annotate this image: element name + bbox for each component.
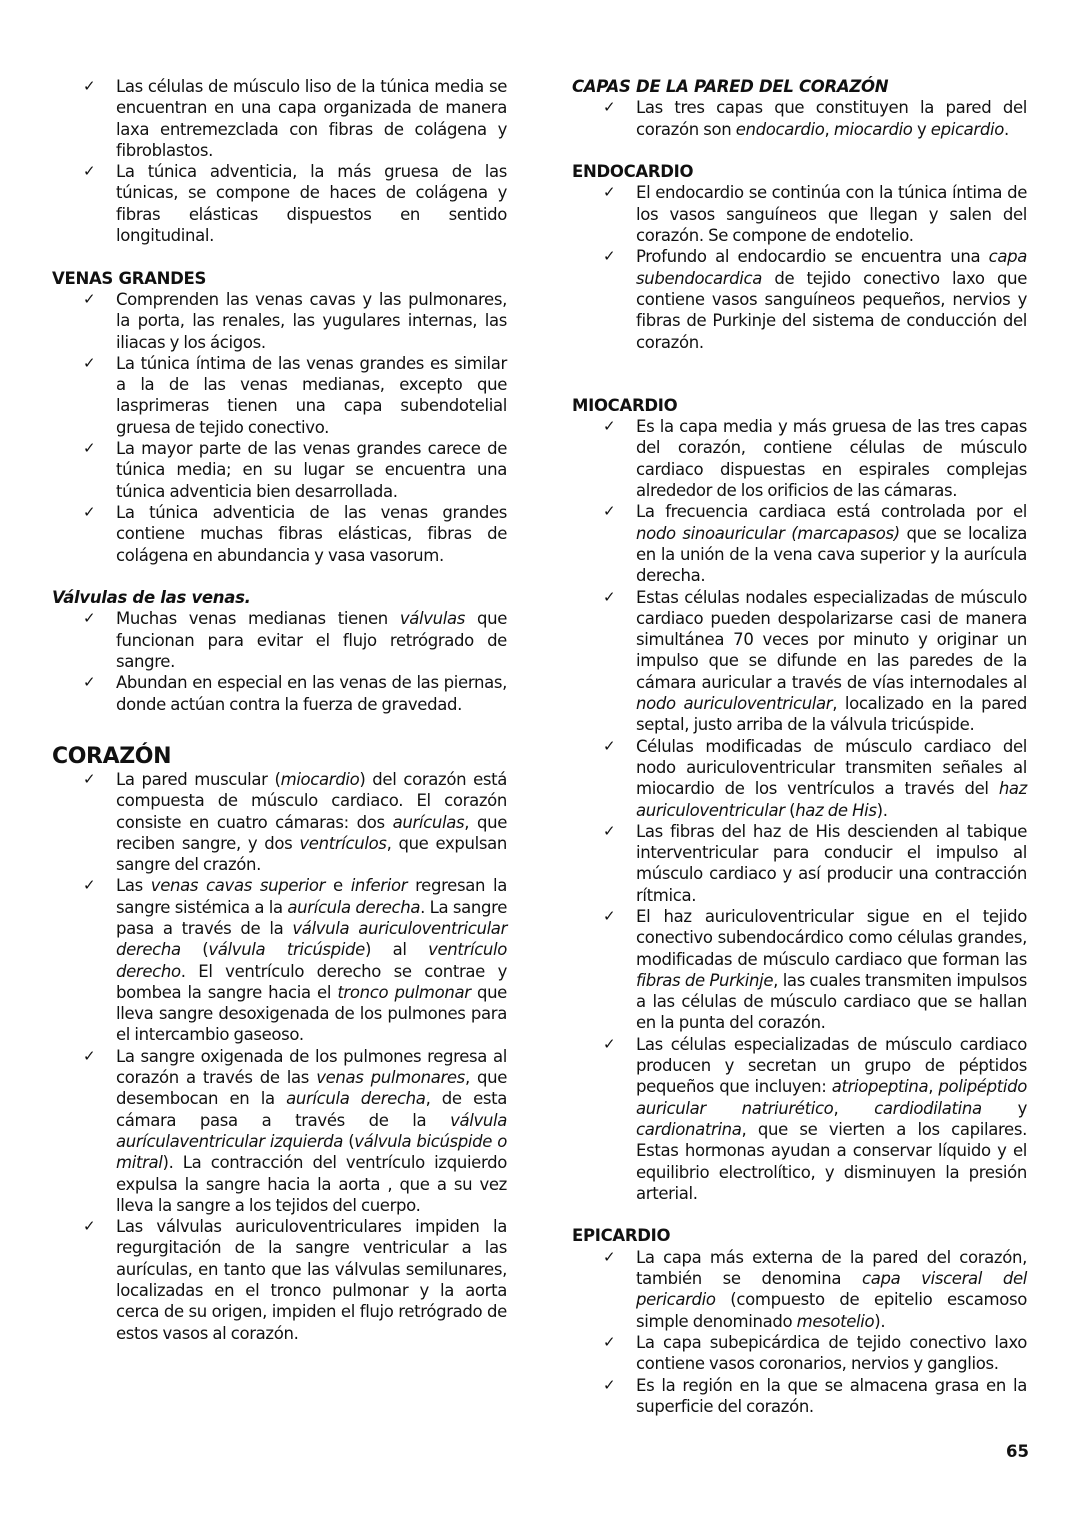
intro-list — [52, 76, 507, 246]
check-mark-icon: ✓ — [603, 821, 616, 840]
left-column — [52, 76, 507, 1344]
section-heading-miocardio: MIOCARDIO — [572, 395, 678, 415]
check-mark-icon: ✓ — [603, 1034, 616, 1053]
check-mark-icon: ✓ — [603, 906, 616, 925]
corazon-list — [52, 769, 507, 1344]
list-item: ✓ Es la capa media y más gruesa de las tres capas del corazón, contiene células de músculo cardiaco dispuestas en espirales complejas alrededor de los orificios de las cámaras. — [603, 417, 1027, 501]
list-item: ✓ La frecuencia cardiaca está controlada por el nodo sinoauricular (marcapasos) que se localiza en la unión de la vena cava superior y la aurícula derecha. — [603, 502, 1027, 586]
check-mark-icon: ✓ — [603, 736, 616, 755]
check-mark-icon: ✓ — [603, 98, 616, 117]
list-item: ✓ Profundo al endocardio se encuentra una capa subendocardica de tejido conectivo laxo que contiene vasos sanguíneos pequeños, nervios y fibras de Purkinje del sistema de conducción del corazón. — [603, 247, 1027, 352]
check-mark-icon: ✓ — [603, 587, 616, 606]
capas-list — [572, 97, 1027, 140]
list-item: ✓ Las fibras del haz de His descienden al tabique interventricular para conducir el impulso al músculo cardiaco y así producir una contracción rítmica. — [603, 821, 1027, 905]
list-item: ✓ Comprenden las venas cavas y las pulmonares, la porta, las renales, las yugulares internas, las iliacas y los ácigos. — [83, 289, 507, 352]
list-item: ✓ Es la región en la que se almacena grasa en la superficie del corazón. — [603, 1375, 1027, 1416]
check-mark-icon: ✓ — [83, 1046, 96, 1065]
check-mark-icon: ✓ — [83, 353, 96, 372]
section-heading-valvulas: Válvulas de las venas. — [52, 588, 251, 608]
check-mark-icon: ✓ — [603, 183, 616, 202]
list-item: ✓ Estas células nodales especializadas de músculo cardiaco pueden despolarizarse casi de manera simultánea 70 veces por minuto y originar un impulso que se difunde en las paredes de la cámara auricular a través de vías internodales al nodo auriculoventricular, localizado en la pared septal, justo arriba de la válvula tricúspide. — [603, 587, 1027, 735]
section-heading-epicardio: EPICARDIO — [572, 1226, 671, 1246]
check-mark-icon: ✓ — [83, 289, 96, 308]
check-mark-icon: ✓ — [83, 1217, 96, 1236]
list-item: ✓ Muchas venas medianas tienen válvulas que funcionan para evitar el flujo retrógrado de sangre. — [83, 609, 507, 672]
list-item: ✓ Abundan en especial en las venas de las piernas, donde actúan contra la fuerza de gravedad. — [83, 673, 507, 714]
list-item: ✓ Las venas cavas superior e inferior regresan la sangre sistémica a la aurícula derecha. La sangre pasa a través de la válvula auriculoventricular derecha (válvula tricúspide) al ventrículo derecho. El ventrículo derecho se contrae y bombea la sangre hacia el tronco pulmonar que lleva sangre desoxigenada de los pulmones para el intercambio gaseoso. — [83, 876, 508, 1045]
check-mark-icon: ✓ — [603, 1332, 616, 1351]
right-column — [572, 76, 1027, 1417]
list-item: ✓ El endocardio se continúa con la túnica íntima de los vasos sanguíneos que llegan y salen del corazón. Se compone de endotelio. — [603, 183, 1027, 246]
valvulas-list — [52, 608, 507, 714]
endocardio-list — [572, 182, 1027, 352]
list-item: ✓ La capa subepicárdica de tejido conectivo laxo contiene vasos coronarios, nervios y ganglios. — [603, 1332, 1027, 1374]
section-heading-endocardio: ENDOCARDIO — [572, 162, 694, 182]
check-mark-icon: ✓ — [603, 1247, 616, 1266]
section-heading-venas-grandes: VENAS GRANDES — [52, 268, 207, 288]
list-item: ✓ La mayor parte de las venas grandes carece de túnica media; en su lugar se encuentra una túnica adventicia bien desarrollada. — [83, 439, 507, 501]
page-number: 65 — [1006, 1442, 1029, 1461]
check-mark-icon: ✓ — [83, 876, 96, 895]
epicardio-list — [572, 1247, 1027, 1417]
list-item: ✓ Las células especializadas de músculo cardiaco producen y secretan un grupo de péptidos pequeños que incluyen: atriopeptina, polipéptido auricular natriurético, cardiodilatina y cardionatrina, que se vierten a los capilares. Estas hormonas ayudan a conservar líquido y el equilibrio electrolítico, y disminuyen la presión arterial. — [603, 1034, 1027, 1203]
list-item: ✓ Las células de músculo liso de la túnica media se encuentran en una capa organizada de manera laxa entremezclada con fibras de colágena y fibroblastos. — [83, 77, 507, 160]
section-heading-corazon: CORAZÓN — [52, 743, 172, 769]
list-item: ✓ La túnica adventicia de las venas grandes contiene muchas fibras elásticas, fibras de colágena en abundancia y vasa vasorum. — [83, 502, 507, 565]
list-item: ✓ La sangre oxigenada de los pulmones regresa al corazón a través de las venas pulmonares, que desembocan en la aurícula derecha, de esta cámara pasa a través de la válvula aurículaventricular izquierda (válvula bicúspide o mitral). La contracción del ventrículo izquierdo expulsa la sangre hacia la aorta , que a su vez lleva la sangre a los tejidos del cuerpo. — [83, 1046, 507, 1215]
list-item: ✓ Células modificadas de músculo cardiaco del nodo auriculoventricular transmiten señales al miocardio de los ventrículos a través del haz auriculoventricular (haz de His). — [603, 736, 1027, 820]
list-item: ✓ La capa más externa de la pared del corazón, también se denomina capa visceral del pericardio (compuesto de epitelio escamoso simple denominado mesotelio). — [603, 1247, 1027, 1331]
list-item: ✓ El haz auriculoventricular sigue en el tejido conectivo subendocárdico como células grandes, modificadas de músculo cardiaco que forman las fibras de Purkinje, las cuales transmiten impulsos a las células de músculo cardiaco que se hallan en la punta del corazón. — [603, 906, 1028, 1033]
check-mark-icon: ✓ — [603, 247, 616, 266]
list-item: ✓ La túnica íntima de las venas grandes es similar a la de las venas medianas, excepto que lasprimeras tienen una capa subendotelial gruesa de tejido conectivo. — [83, 353, 507, 437]
list-item: ✓ La túnica adventicia, la más gruesa de las túnicas, se compone de haces de colágena y fibras elásticas dispuestos en sentido longitudinal. — [83, 162, 507, 246]
section-heading-capas: CAPAS DE LA PARED DEL CORAZÓN — [572, 77, 889, 96]
check-mark-icon: ✓ — [83, 502, 96, 521]
check-mark-icon: ✓ — [603, 417, 616, 436]
miocardio-list — [572, 416, 1027, 1204]
check-mark-icon: ✓ — [83, 77, 96, 95]
check-mark-icon: ✓ — [83, 439, 96, 458]
check-mark-icon: ✓ — [83, 673, 96, 692]
check-mark-icon: ✓ — [603, 1375, 616, 1394]
list-item: ✓ Las tres capas que constituyen la pared del corazón son endocardio, miocardio y epicardio. — [603, 98, 1027, 139]
list-item: ✓ Las válvulas auriculoventriculares impiden la regurgitación de la sangre ventricular a las aurículas, en tanto que las válvulas semilunares, localizadas en el tronco pulmonar y la aorta cerca de su origen, impiden el flujo retrógrado de estos vasos al corazón. — [83, 1217, 507, 1343]
check-mark-icon: ✓ — [83, 162, 96, 181]
venas-grandes-list — [52, 289, 507, 566]
check-mark-icon: ✓ — [603, 502, 616, 521]
check-mark-icon: ✓ — [83, 609, 96, 628]
check-mark-icon: ✓ — [83, 769, 96, 788]
list-item: ✓ La pared muscular (miocardio) del corazón está compuesta de músculo cardiaco. El corazón consiste en cuatro cámaras: dos aurículas, que reciben sangre, y dos ventrículos, que expulsan sangre del crazón. — [83, 769, 508, 875]
